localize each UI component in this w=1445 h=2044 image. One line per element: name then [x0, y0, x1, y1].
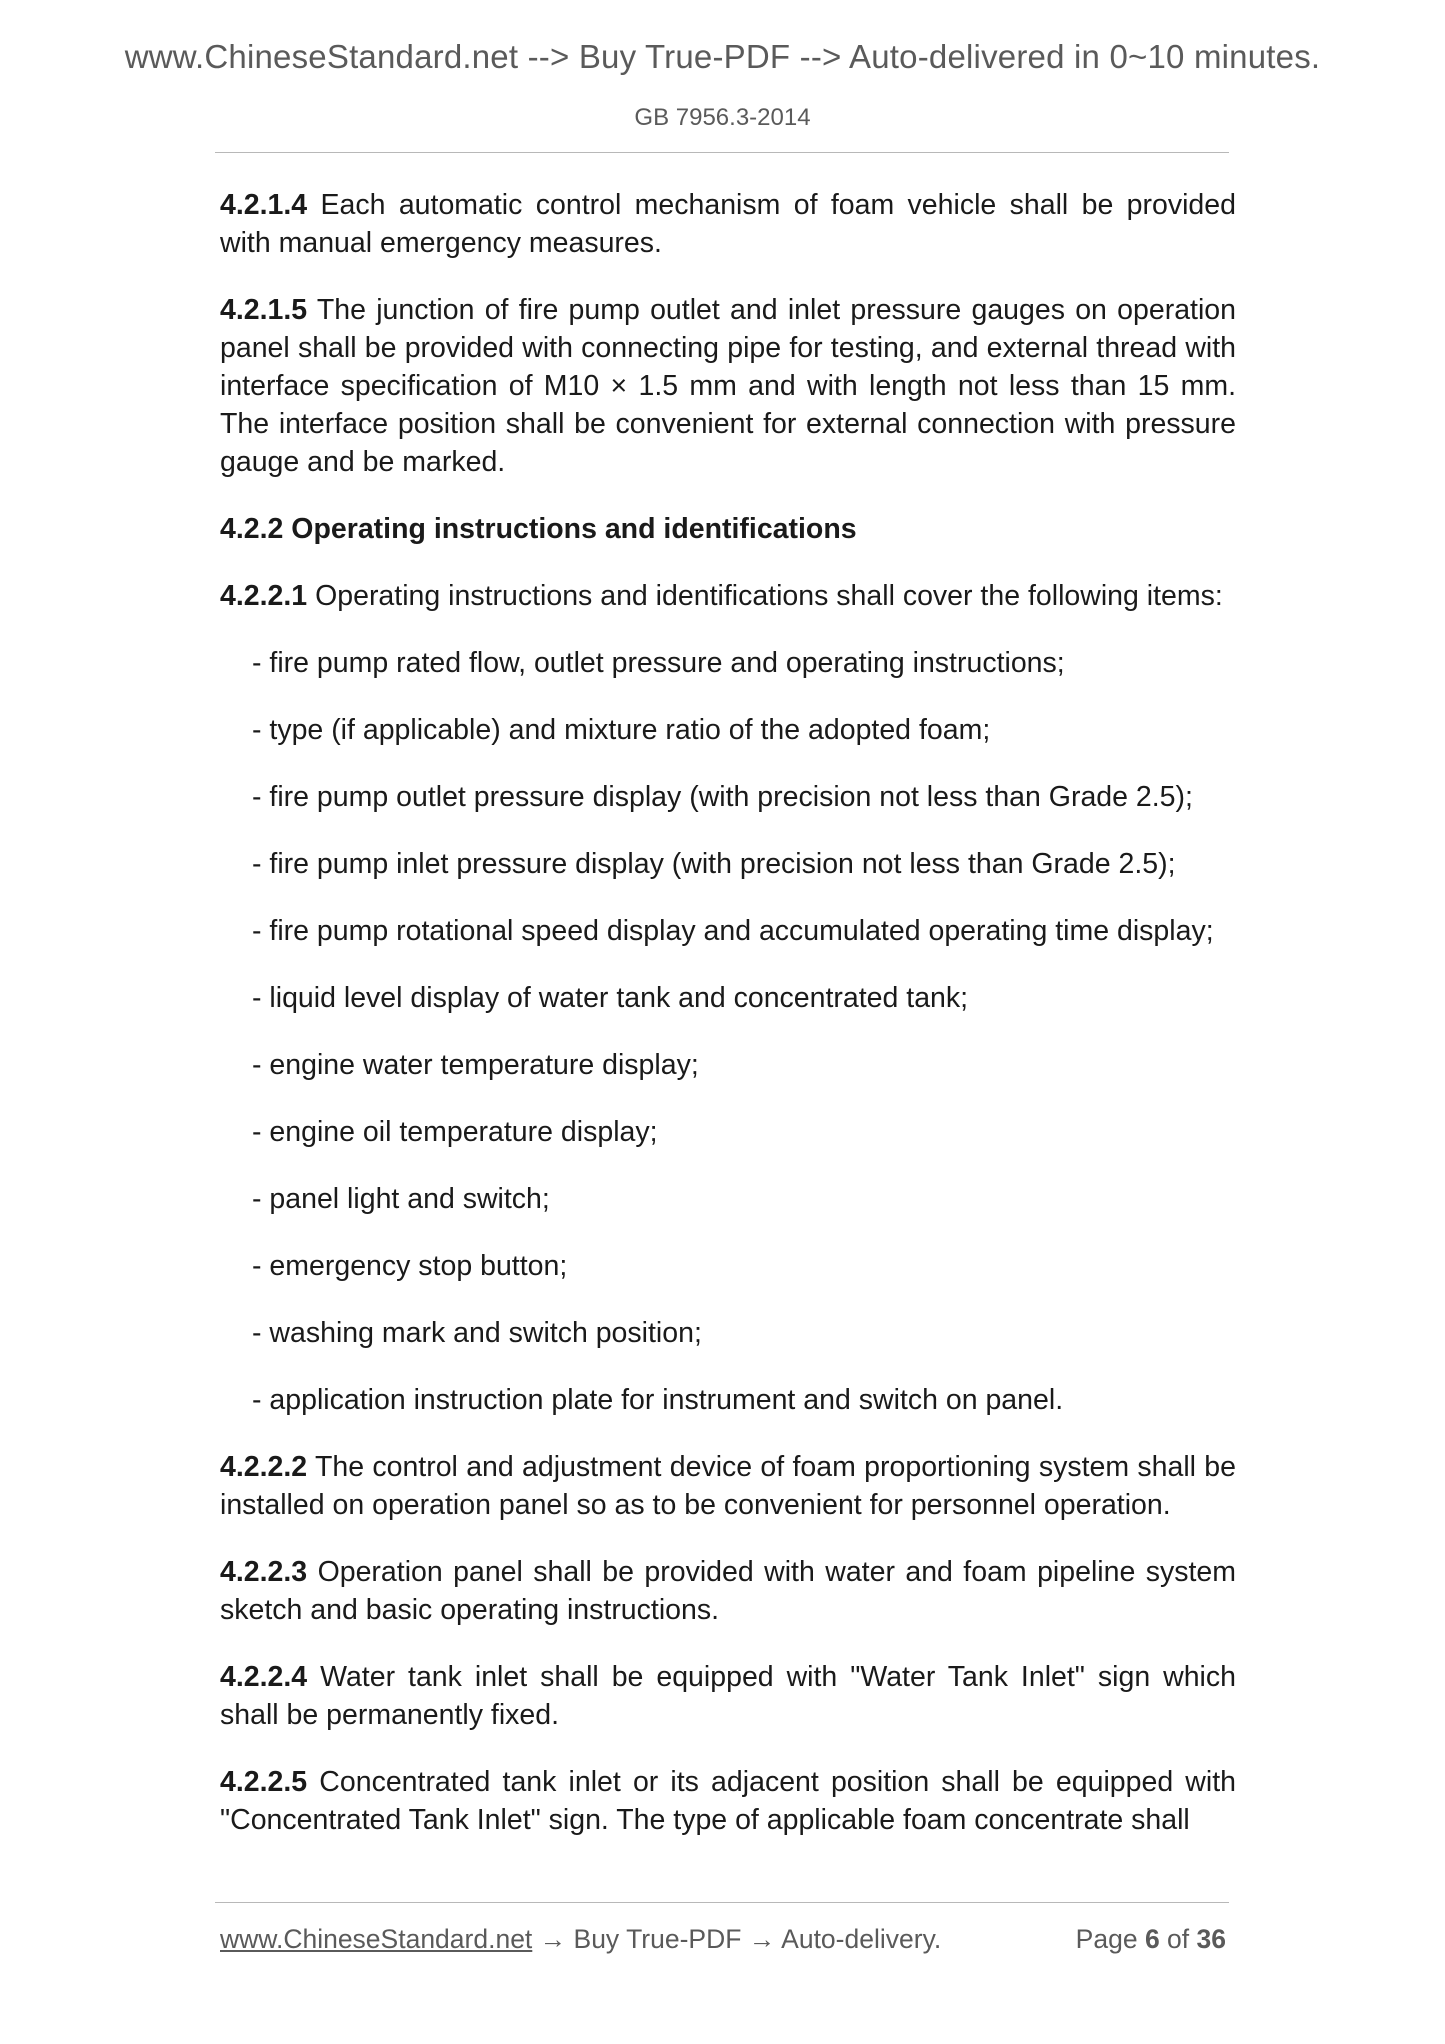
- section-heading-4-2-2: 4.2.2 Operating instructions and identifications: [220, 513, 857, 545]
- paragraph-4-2-2-5: [220, 1763, 1236, 1839]
- list-item: - fire pump rated flow, outlet pressure and operating instructions;: [252, 647, 1065, 679]
- list-item: - application instruction plate for instrument and switch on panel.: [252, 1384, 1064, 1416]
- clause-text: Operating instructions and identifications shall cover the following items:: [307, 580, 1223, 612]
- clause-text: Operation panel shall be provided with water and foam pipeline system sketch and basic operating instructions.: [220, 1556, 1236, 1626]
- list-item: - emergency stop button;: [252, 1250, 568, 1282]
- clause-number: 4.2.1.5: [220, 294, 308, 326]
- footer-promo-text: → Buy True-PDF → Auto-delivery.: [532, 1924, 942, 1954]
- paragraph-4-2-2-4: [220, 1658, 1236, 1734]
- clause-text: Each automatic control mechanism of foam vehicle shall be provided with manual emergency measures.: [220, 189, 1236, 259]
- list-item: - washing mark and switch position;: [252, 1317, 702, 1349]
- current-page: 6: [1144, 1924, 1160, 1954]
- clause-number: 4.2.2.2: [220, 1451, 308, 1483]
- paragraph-4-2-2-2: [220, 1448, 1236, 1524]
- clause-number: 4.2.2.5: [220, 1766, 308, 1798]
- paragraph-4-2-1-4: [220, 186, 1236, 262]
- total-pages: 36: [1196, 1924, 1226, 1954]
- list-item: - type (if applicable) and mixture ratio of the adopted foam;: [252, 714, 991, 746]
- header-banner: www.ChineseStandard.net --> Buy True-PDF --> Auto-delivered in 0~10 minutes.: [124, 38, 1321, 75]
- list-item: - liquid level display of water tank and concentrated tank;: [252, 982, 969, 1014]
- footer-divider: [215, 1902, 1229, 1903]
- page-label: Page: [1075, 1924, 1145, 1954]
- of-label: of: [1159, 1924, 1197, 1954]
- list-item: - engine oil temperature display;: [252, 1116, 658, 1148]
- clause-text: The control and adjustment device of foam proportioning system shall be installed on operation panel so as to be convenient for personnel operation.: [220, 1451, 1236, 1521]
- list-item: - engine water temperature display;: [252, 1049, 699, 1081]
- footer-promo: [220, 1924, 941, 1955]
- clause-text: Water tank inlet shall be equipped with "Water Tank Inlet" sign which shall be permanently fixed.: [220, 1661, 1236, 1731]
- clause-text: Concentrated tank inlet or its adjacent position shall be equipped with "Concentrated Tank Inlet" sign. The type of applicable foam concentrate shall: [220, 1766, 1236, 1836]
- clause-number: 4.2.2.4: [220, 1661, 308, 1693]
- page-number: [1076, 1924, 1226, 1955]
- clause-text: The junction of fire pump outlet and inlet pressure gauges on operation panel shall be provided with connecting pipe for testing, and external thread with interface specification of M10 × 1.5 mm and with length not less than 15 mm. The interface position shall be convenient for external connection with pressure gauge and be marked.: [220, 294, 1236, 478]
- clause-number: 4.2.1.4: [220, 189, 308, 221]
- footer-site-link[interactable]: www.ChineseStandard.net: [220, 1924, 533, 1954]
- paragraph-4-2-2-1: [220, 577, 1236, 615]
- list-item: - panel light and switch;: [252, 1183, 550, 1215]
- clause-number: 4.2.2.1: [220, 580, 308, 612]
- list-item: - fire pump outlet pressure display (with precision not less than Grade 2.5);: [252, 781, 1193, 813]
- paragraph-4-2-1-5: [220, 291, 1236, 481]
- requirements-list: [220, 644, 1236, 1419]
- page-footer: [220, 1924, 1230, 1964]
- document-id: GB 7956.3-2014: [634, 104, 811, 131]
- paragraph-4-2-2-3: [220, 1553, 1236, 1629]
- list-item: - fire pump inlet pressure display (with precision not less than Grade 2.5);: [252, 848, 1176, 880]
- list-item: - fire pump rotational speed display and accumulated operating time display;: [252, 915, 1214, 947]
- header-divider: [215, 152, 1229, 153]
- page-body: [220, 186, 1236, 1868]
- clause-number: 4.2.2.3: [220, 1556, 308, 1588]
